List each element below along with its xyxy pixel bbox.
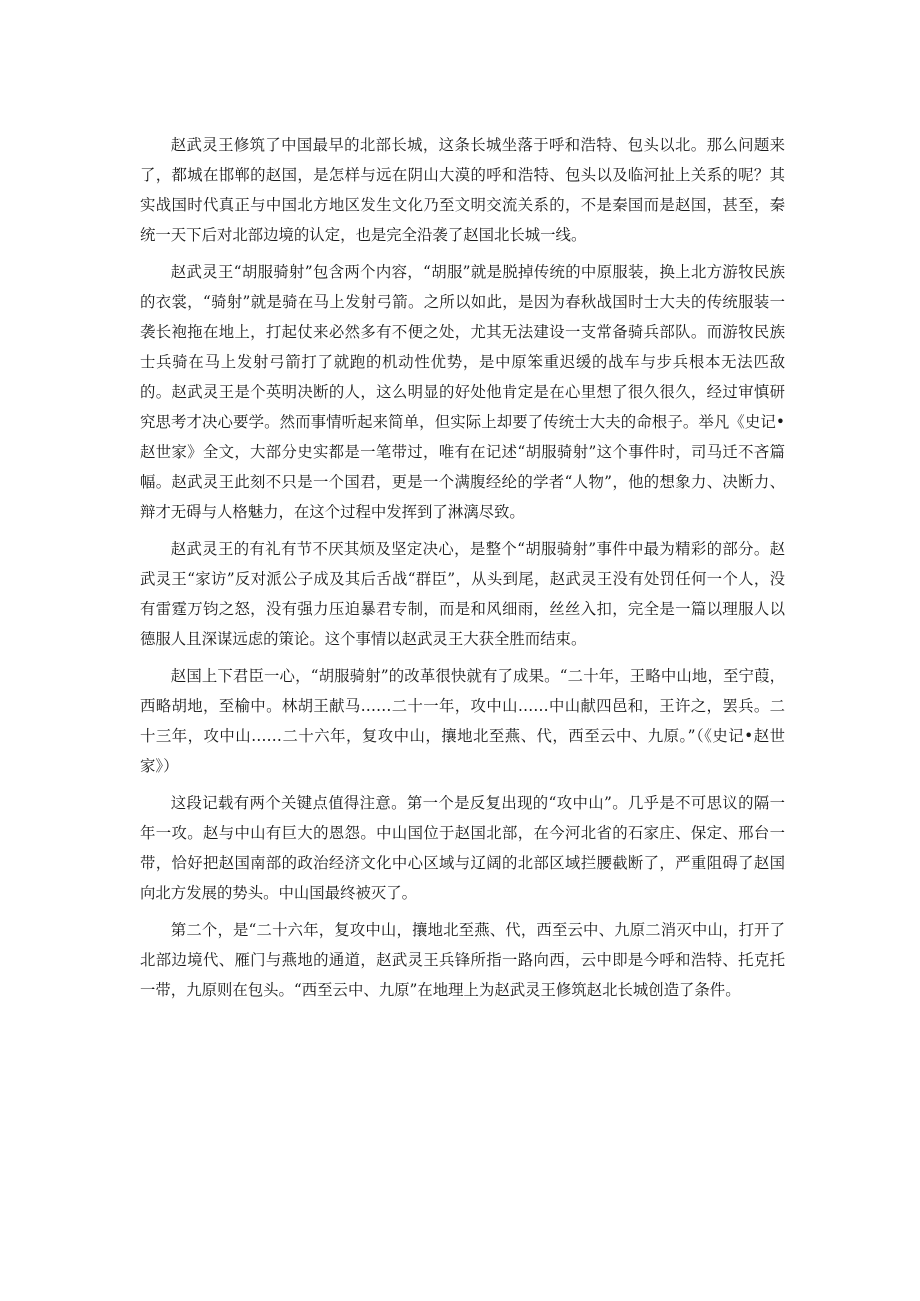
paragraph-zhao-great-wall: 赵武灵王修筑了中国最早的北部长城，这条长城坐落于呼和浩特、包头以北。那么问题来了，都城在邯郸的赵国，是怎样与远在阴山大漠的呼和浩特、包头以及临河扯上关系的呢？其实战国时代真正与中国北方地区发生文化乃至文明交流关系的，不是秦国而是赵国，甚至，秦统一天下后对北部边境的认定，也是完全沿袭了赵国北长城一线。	[140, 136, 785, 244]
paragraph-hu-clothing-archery: 赵武灵王“胡服骑射”包含两个内容，“胡服”就是脱掉传统的中原服装，换上北方游牧民族的衣裳，“骑射”就是骑在马上发射弓箭。之所以如此，是因为春秋战国时士大夫的传统服装一袭长袍拖在地上，打起仗来必然多有不便之处，尤其无法建设一支常备骑兵部队。而游牧民族士兵骑在马上发射弓箭打了就跑的机动性优势，是中原笨重迟缓的战车与步兵根本无法匹敌的。赵武灵王是个英明决断的人，这么明显的好处他肯定是在心里想了很久很久，经过审慎研究思考才决心要学。然而事情听起来简单，但实际上却要了传统士大夫的命根子。举凡《史记•赵世家》全文，大部分史实都是一笔带过，唯有在记述“胡服骑射”这个事件时，司马迁不吝篇幅。赵武灵王此刻不只是一个国君，更是一个满腹经纶的学者“人物”，他的想象力、决断力、辩才无碍与人格魅力，在这个过程中发挥到了淋漓尽致。	[140, 263, 785, 521]
paragraph-persuasion: 赵武灵王的有礼有节不厌其烦及坚定决心，是整个“胡服骑射”事件中最为精彩的部分。赵武灵王“家访”反对派公子成及其后舌战“群臣”，从头到尾，赵武灵王没有处罚任何一个人，没有雷霆万钧之怒，没有强力压迫暴君专制，而是和风细雨，丝丝入扣，完全是一篇以理服人以德服人且深谋远虑的策论。这个事情以赵武灵王大获全胜而结束。	[140, 540, 785, 648]
article-body	[140, 130, 785, 1012]
paragraph-attack-zhongshan: 这段记载有两个关键点值得注意。第一个是反复出现的“攻中山”。几乎是不可思议的隔一年一攻。赵与中山有巨大的恩怨。中山国位于赵国北部，在今河北省的石家庄、保定、邢台一带，恰好把赵国南部的政治经济文化中心区域与辽阔的北部区域拦腰截断了，严重阻碍了赵国向北方发展的势头。中山国最终被灭了。	[140, 794, 785, 902]
paragraph-yunzhong-jiuyuan: 第二个，是“二十六年，复攻中山，攘地北至燕、代，西至云中、九原二消灭中山，打开了北部边境代、雁门与燕地的通道，赵武灵王兵锋所指一路向西，云中即是今呼和浩特、托克托一带，九原则在包头。“西至云中、九原”在地理上为赵武灵王修筑赵北长城创造了条件。	[140, 921, 785, 999]
paragraph-reform-results: 赵国上下君臣一心，“胡服骑射”的改革很快就有了成果。“二十年，王略中山地，至宁葭，西略胡地，至榆中。林胡王献马……二十一年，攻中山……中山献四邑和，王许之，罢兵。二十三年，攻中山……二十六年，复攻中山，攘地北至燕、代，西至云中、九原。”（《史记•赵世家》）	[140, 667, 785, 775]
